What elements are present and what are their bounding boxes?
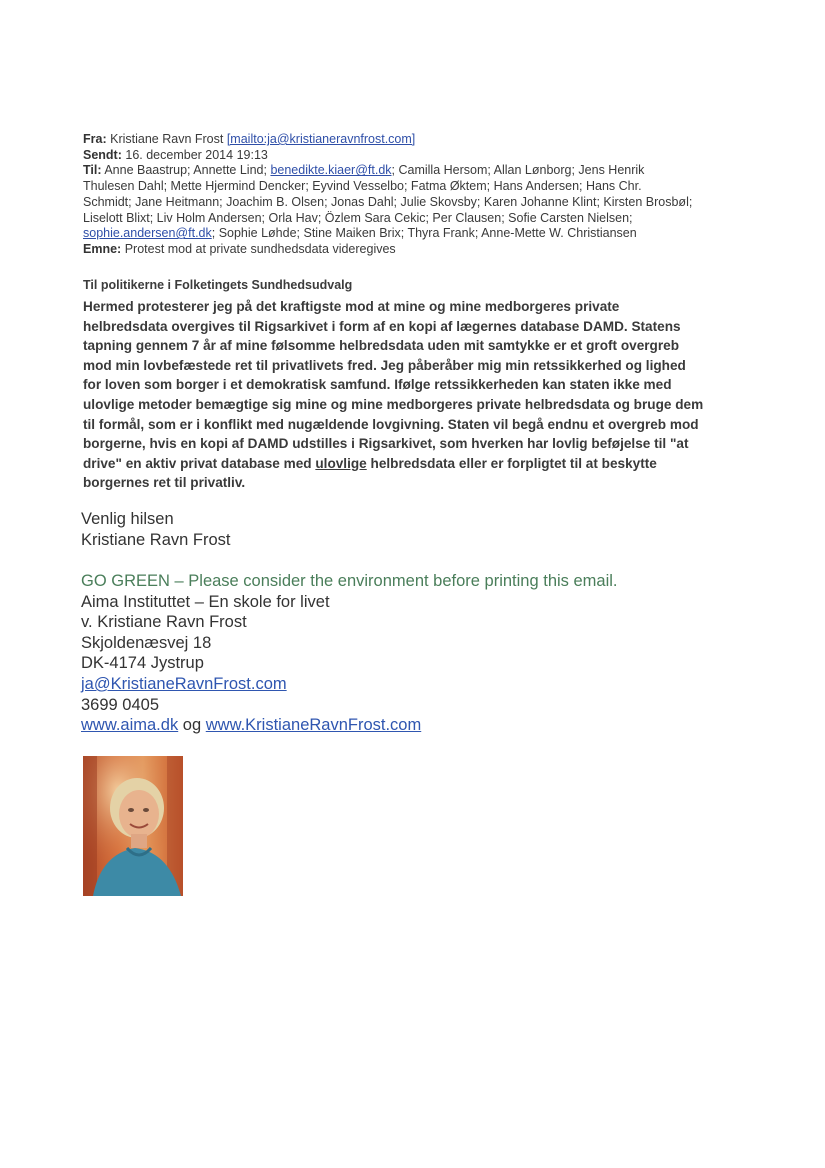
body-line: til formål, som er i konflikt med nugældende lovgivning. Staten vil begå endnu et overgreb mod	[83, 416, 699, 432]
sent-value: 16. december 2014 19:13	[125, 147, 268, 162]
go-green-notice: GO GREEN – Please consider the environment before printing this email.	[81, 572, 618, 590]
signature-email-link[interactable]: ja@KristianeRavnFrost.com	[81, 674, 287, 693]
to-line-3: Schmidt; Jane Heitmann; Joachim B. Olsen; Jonas Dahl; Julie Skovsby; Karen Johanne Klint; Kirsten Brosbøl;	[83, 194, 693, 209]
to-line-1	[83, 163, 723, 179]
body-text-segment: drive" en aktiv privat database med	[83, 455, 316, 471]
body-text-segment: helbredsdata eller er forpligtet til at beskytte	[366, 455, 657, 471]
underlined-word: ulovlige	[315, 455, 367, 471]
email-header	[83, 132, 723, 258]
to-recipients-2: ; Camilla Hersom; Allan Lønborg; Jens Henrik	[391, 163, 645, 178]
from-label: Fra:	[83, 132, 107, 146]
signature-websites	[81, 715, 781, 736]
sent-line	[83, 148, 723, 164]
body-line: for loven som borger i et demokratisk samfund. Ifølge retssikkerheden kan staten ikke med	[83, 377, 672, 393]
signature-city: DK-4174 Jystrup	[81, 654, 204, 673]
to-recipients-1: Anne Baastrup; Annette Lind;	[104, 163, 267, 178]
website-link-aima[interactable]: www.aima.dk	[81, 716, 179, 735]
body-line: Hermed protesterer jeg på det kraftigste mod at mine og mine medborgeres private	[83, 299, 620, 314]
from-name: Kristiane Ravn Frost	[110, 132, 224, 146]
to-line-2: Thulesen Dahl; Mette Hjermind Dencker; Eyvind Vesselbo; Fatma Øktem; Hans Andersen; Hans Chr.	[83, 179, 642, 194]
salutation: Til politikerne i Folketingets Sundhedsudvalg	[83, 278, 353, 292]
from-mailto-link[interactable]: [mailto:ja@kristianeravnfrost.com]	[226, 132, 416, 146]
og-text: og	[182, 716, 202, 735]
email-body	[83, 297, 713, 493]
portrait-photo	[83, 756, 183, 896]
body-line: borgernes ret til privatliv.	[83, 475, 246, 491]
to-line-4: Liselott Blixt; Liv Holm Andersen; Orla Hav; Özlem Sara Cekic; Per Clausen; Sofie Carsten Nielsen;	[83, 210, 633, 225]
to-line-5	[83, 226, 723, 242]
recipient-email-link[interactable]: sophie.andersen@ft.dk	[83, 226, 212, 241]
recipient-email-link[interactable]: benedikte.kiaer@ft.dk	[270, 163, 392, 178]
closing-greeting: Venlig hilsen	[81, 510, 174, 528]
body-line: mod min lovbefæstede ret til privatlivets fred. Jeg påberåber mig min retssikkerhed og lighed	[83, 357, 686, 373]
from-line	[83, 132, 723, 148]
body-line: borgerne, hvis en kopi af DAMD udstilles i Rigsarkivet, som hverken har lovlig beføjelse til "at	[83, 436, 689, 452]
subject-value: Protest mod at private sundhedsdata videregives	[124, 241, 396, 256]
signature-org: Aima Instituttet – En skole for livet	[81, 592, 330, 611]
body-line	[83, 454, 713, 474]
signature-block	[81, 571, 781, 736]
sent-label: Sendt:	[83, 147, 122, 162]
portrait-photo-icon	[83, 756, 183, 896]
signature-phone: 3699 0405	[81, 695, 159, 714]
signature-street: Skjoldenæsvej 18	[81, 633, 212, 652]
body-line: helbredsdata overgives til Rigsarkivet i form af en kopi af lægernes database DAMD. Statens	[83, 318, 681, 334]
body-line: ulovlige metoder bemægtige sig mine og mine medborgeres private helbredsdata og bruge dem	[83, 396, 704, 412]
subject-line	[83, 242, 723, 258]
closing-name: Kristiane Ravn Frost	[81, 531, 231, 549]
to-label: Til:	[83, 163, 102, 178]
website-link-kristiane[interactable]: www.KristianeRavnFrost.com	[205, 716, 422, 735]
signature-person: v. Kristiane Ravn Frost	[81, 613, 247, 632]
to-recipients-5: ; Sophie Løhde; Stine Maiken Brix; Thyra Frank; Anne-Mette W. Christiansen	[211, 226, 637, 241]
subject-label: Emne:	[83, 241, 122, 256]
body-line: tapning gennem 7 år af mine følsomme helbredsdata uden mit samtykke er et groft overgreb	[83, 338, 680, 354]
